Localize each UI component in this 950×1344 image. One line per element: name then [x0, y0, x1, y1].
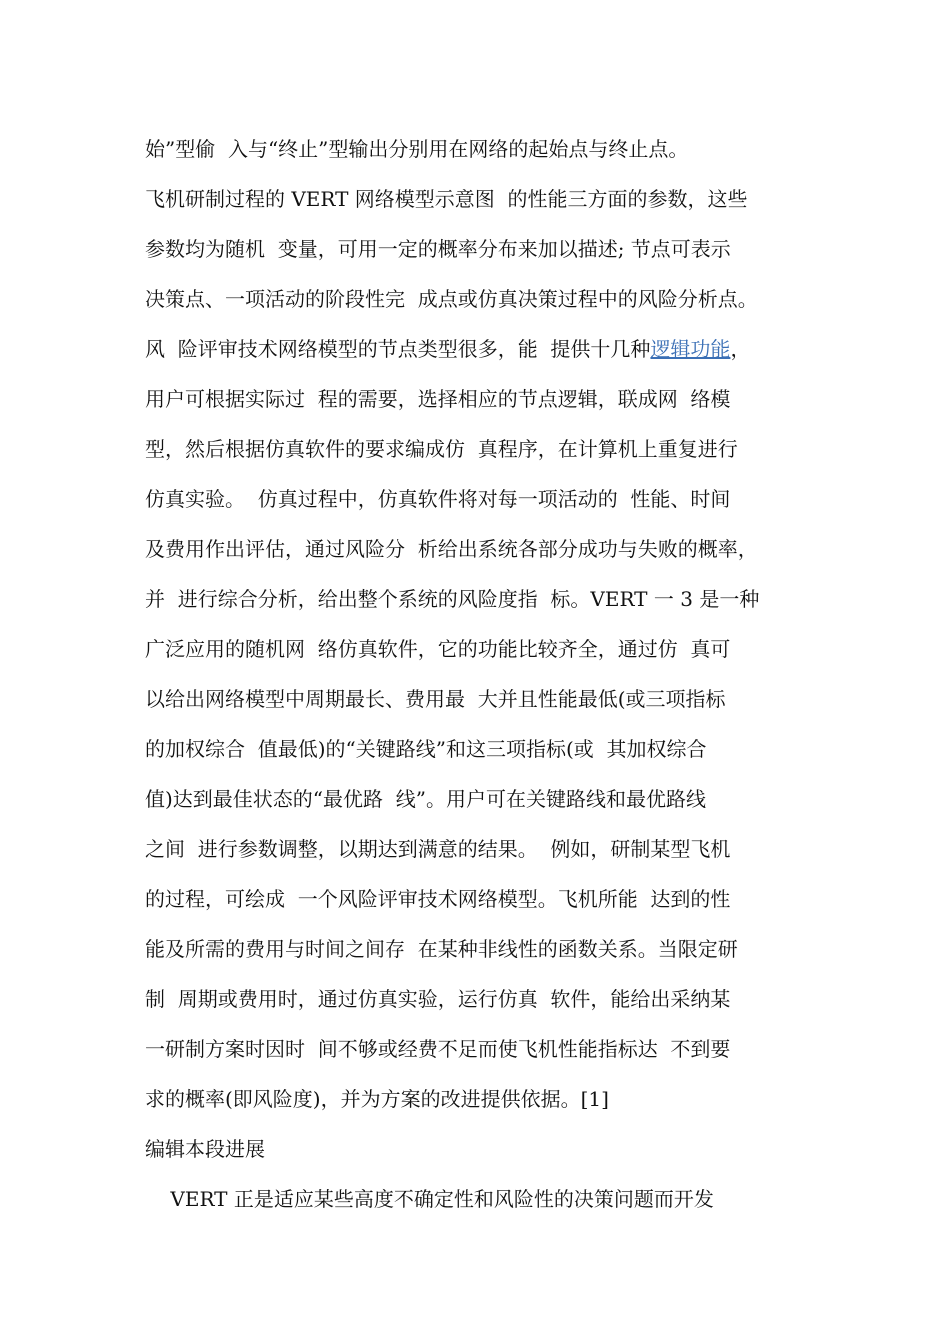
text-line: 之间 进行参数调整，以期达到满意的结果。 例如，研制某型飞机	[145, 837, 731, 861]
text-line-with-link	[145, 333, 825, 365]
text-line: 仿真实验。 仿真过程中，仿真软件将对每一项活动的 性能、时间	[145, 487, 731, 511]
text-line: 飞机研制过程的 VERT 网络模型示意图 的性能三方面的参数，这些	[145, 187, 748, 211]
text-line: 制 周期或费用时，通过仿真实验，运行仿真 软件，能给出采纳某	[145, 987, 731, 1011]
text-line: 值)达到最佳状态的“最优路 线”。用户可在关键路线和最优路线	[145, 787, 706, 811]
text-line: 始”型偷 入与“终止”型输出分别用在网络的起始点与终止点。	[145, 137, 689, 161]
section-heading: 编辑本段进展	[145, 1137, 265, 1161]
text-line: 参数均为随机 变量，可用一定的概率分布来加以描述; 节点可表示	[145, 237, 731, 261]
logic-function-link[interactable]: 逻辑功能	[650, 337, 731, 361]
text-line: 型，然后根据仿真软件的要求编成仿 真程序，在计算机上重复进行	[145, 437, 738, 461]
text-segment: ，	[730, 337, 751, 361]
text-line: 求的概率(即风险度)，并为方案的改进提供依据。[1]	[145, 1087, 609, 1111]
text-line: 以给出网络模型中周期最长、费用最 大并且性能最低(或三项指标	[145, 687, 726, 711]
text-line: 并 进行综合分析，给出整个系统的风险度指 标。VERT 一 3 是一种	[145, 587, 760, 611]
text-line: 一研制方案时因时 间不够或经费不足而使飞机性能指标达 不到要	[145, 1037, 731, 1061]
text-segment: 风 险评审技术网络模型的节点类型很多，能 提供十几种	[145, 337, 651, 361]
text-line: 用户可根据实际过 程的需要，选择相应的节点逻辑，联成网 络模	[145, 387, 731, 411]
text-line: 决策点、一项活动的阶段性完 成点或仿真决策过程中的风险分析点。	[145, 287, 758, 311]
text-line: 及费用作出评估，通过风险分 析给出系统各部分成功与失败的概率，	[145, 537, 758, 561]
text-line: VERT 正是适应某些高度不确定性和风险性的决策问题而开发	[145, 1187, 714, 1211]
text-line: 能及所需的费用与时间之间存 在某种非线性的函数关系。当限定研	[145, 937, 738, 961]
text-line: 广泛应用的随机网 络仿真软件，它的功能比较齐全，通过仿 真可	[145, 637, 731, 661]
text-line: 的过程，可绘成 一个风险评审技术网络模型。飞机所能 达到的性	[145, 887, 731, 911]
text-line: 的加权综合 值最低)的“关键路线”和这三项指标(或 其加权综合	[145, 737, 707, 761]
